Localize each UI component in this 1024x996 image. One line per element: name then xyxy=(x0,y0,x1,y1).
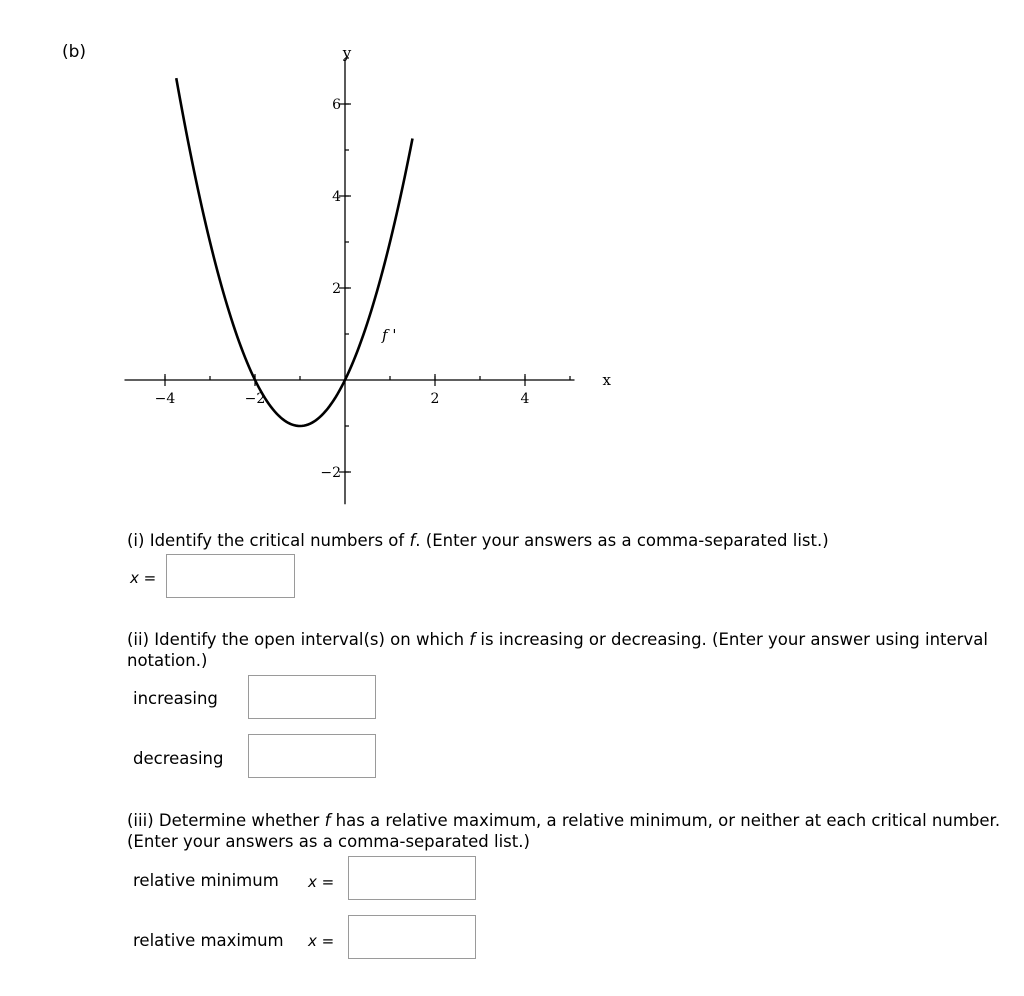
x-tick-label: −2 xyxy=(244,391,266,407)
relative-minimum-input[interactable] xyxy=(348,856,476,900)
relative-maximum-label: relative maximum xyxy=(133,931,284,950)
question-ii xyxy=(127,629,1007,671)
y-tick-label: −2 xyxy=(320,465,341,481)
question-i-text-b: . (Enter your answers as a comma-separated list.) xyxy=(415,531,829,550)
relative-maximum-x-label: x = xyxy=(308,932,335,950)
question-i xyxy=(127,530,829,551)
question-ii-text-b: is increasing or decreasing. (Enter your answer using interval notation.) xyxy=(127,630,988,670)
curve-label: f ' xyxy=(382,326,397,344)
question-iii-text-a: (iii) Determine whether xyxy=(127,811,325,830)
y-tick-label: 4 xyxy=(332,189,341,205)
y-axis-label: y xyxy=(342,44,352,62)
question-ii-text-a: (ii) Identify the open interval(s) on which xyxy=(127,630,470,649)
x-tick-label: 2 xyxy=(430,391,440,407)
graph-tick-labels xyxy=(155,97,530,481)
question-iii xyxy=(127,810,1017,852)
question-iii-fn: f xyxy=(324,811,331,830)
critical-numbers-label: x = xyxy=(130,569,157,587)
relative-minimum-label: relative minimum xyxy=(133,871,279,890)
increasing-label: increasing xyxy=(133,689,218,708)
question-iii-text-b: has a relative maximum, a relative minimum, or neither at each critical number. (Enter your answers as a comma-separated list.) xyxy=(127,811,1001,851)
relative-maximum-input[interactable] xyxy=(348,915,476,959)
y-tick-label: 6 xyxy=(332,97,341,113)
part-label: (b) xyxy=(62,42,87,62)
graph-ticks xyxy=(165,58,570,472)
critical-numbers-input[interactable] xyxy=(166,554,295,598)
question-i-fn: f xyxy=(409,531,416,550)
relative-minimum-x-label: x = xyxy=(308,873,335,891)
question-i-text-a: (i) Identify the critical numbers of xyxy=(127,531,410,550)
x-tick-label: −4 xyxy=(154,391,176,407)
y-tick-label: 2 xyxy=(332,281,341,297)
question-ii-fn: f xyxy=(469,630,476,649)
curve-f-prime xyxy=(176,78,412,426)
x-tick-label: 4 xyxy=(520,391,530,407)
x-axis-label: x xyxy=(602,371,611,389)
decreasing-input[interactable] xyxy=(248,734,376,778)
decreasing-label: decreasing xyxy=(133,749,224,768)
increasing-input[interactable] xyxy=(248,675,376,719)
graph-axes xyxy=(125,58,575,504)
